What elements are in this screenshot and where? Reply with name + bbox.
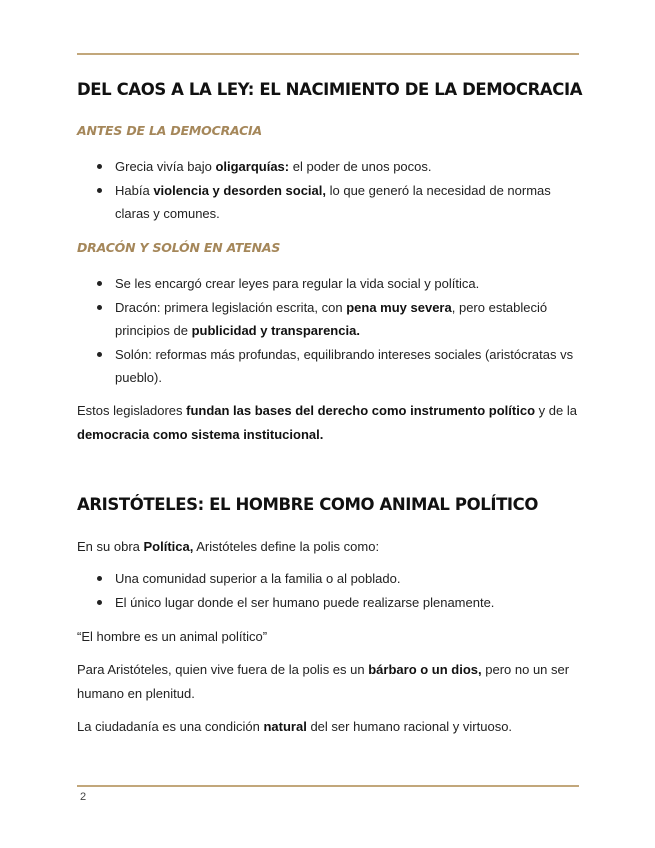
subheading-dracon-solon: DRACÓN Y SOLÓN EN ATENAS <box>77 240 281 255</box>
subheading-before-democracy: ANTES DE LA DEMOCRACIA <box>77 123 262 138</box>
list-item: Dracón: primera legislación escrita, con pena muy severa, pero estableció principios de publicidad y transparencia. <box>77 296 582 343</box>
paragraph-ciudadania: La ciudadanía es una condición natural del ser humano racional y virtuoso. <box>77 719 513 734</box>
bullet-icon <box>97 600 102 605</box>
list-item: Grecia vivía bajo oligarquías: el poder de unos pocos. <box>77 155 582 179</box>
footer-rule <box>77 785 579 787</box>
list-polis <box>77 567 582 614</box>
intro-paragraph: En su obra Política, Aristóteles define la polis como: <box>77 539 380 554</box>
list-item: Se les encargó crear leyes para regular la vida social y política. <box>77 272 582 296</box>
bullet-icon <box>97 352 102 357</box>
list-item: Solón: reformas más profundas, equilibrando intereses sociales (aristócratas vs pueblo). <box>77 343 582 390</box>
bullet-icon <box>97 281 102 286</box>
list-dracon-solon <box>77 272 582 390</box>
page-number: 2 <box>80 791 87 803</box>
section-title-aristotle: ARISTÓTELES: EL HOMBRE COMO ANIMAL POLÍTICO <box>77 495 538 514</box>
bullet-icon <box>97 576 102 581</box>
bullet-icon <box>97 164 102 169</box>
bullet-icon <box>97 305 102 310</box>
list-before-democracy <box>77 155 582 226</box>
paragraph-barbaro: Para Aristóteles, quien vive fuera de la polis es un bárbaro o un dios, pero no un ser humano en plenitud. <box>77 662 570 701</box>
list-item: Había violencia y desorden social, lo que generó la necesidad de normas claras y comunes. <box>77 179 582 226</box>
bullet-icon <box>97 188 102 193</box>
closing-paragraph: Estos legisladores fundan las bases del derecho como instrumento político y de la democracia como sistema institucional. <box>77 403 577 442</box>
list-item: El único lugar donde el ser humano puede realizarse plenamente. <box>77 591 582 615</box>
list-item: Una comunidad superior a la familia o al poblado. <box>77 567 582 591</box>
header-rule <box>77 53 579 55</box>
section-title-democracy: DEL CAOS A LA LEY: EL NACIMIENTO DE LA DEMOCRACIA <box>77 80 583 99</box>
quote: “El hombre es un animal político” <box>77 629 268 644</box>
